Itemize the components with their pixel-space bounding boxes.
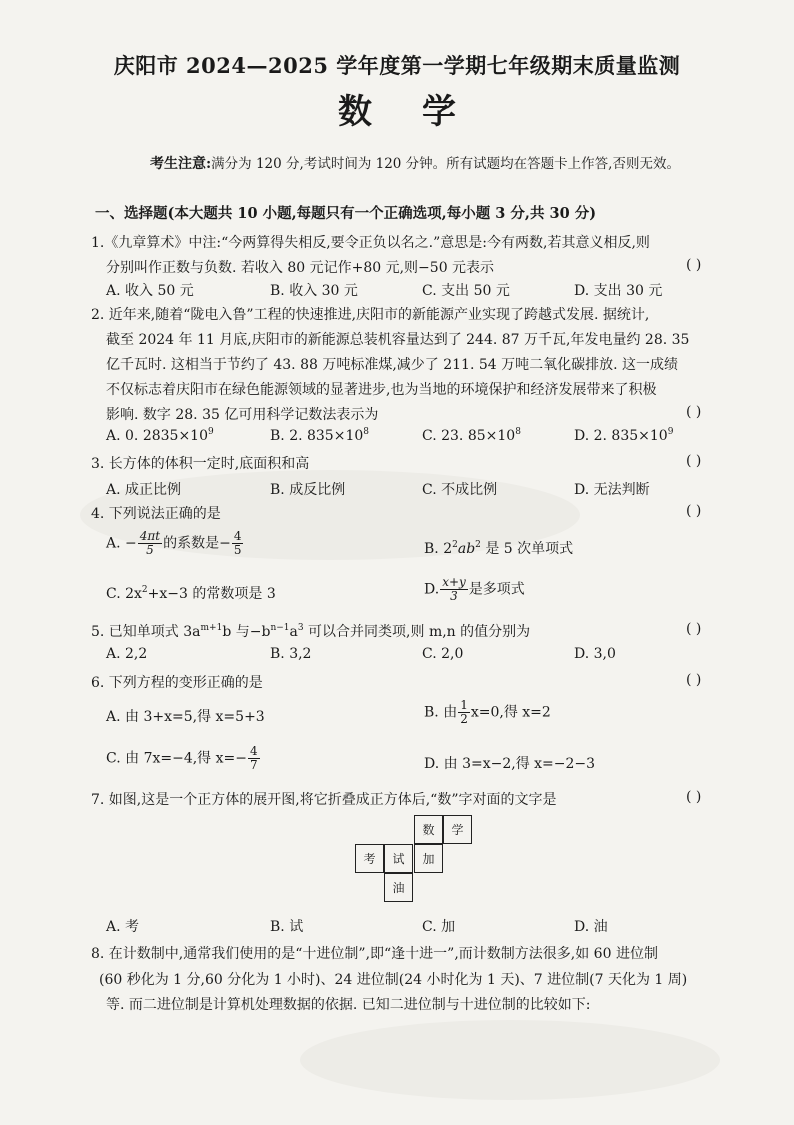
notice-label: 考生注意: bbox=[150, 156, 212, 172]
q1-line2: 分别叫作正数与负数. 若收入 80 元记作+80 元,则−50 元表示 bbox=[106, 260, 495, 276]
q2-line3: 亿千瓦时. 这相当于节约了 43. 88 万吨标准煤,减少了 211. 54 万吨二氧化碳排放. 这一成绩 bbox=[106, 357, 679, 373]
q5-option-a: A. 2,2 bbox=[106, 646, 148, 662]
q7-option-c: C. 加 bbox=[422, 919, 456, 935]
q2-line2: 截至 2024 年 11 月底,庆阳市的新能源总装机容量达到了 244. 87 万千瓦,年发电量约 28. 35 bbox=[106, 332, 690, 348]
q2-answer-paren: ( ) bbox=[686, 404, 702, 420]
net-cell-kao: 考 bbox=[355, 844, 384, 873]
q7-line1: 7. 如图,这是一个正方体的展开图,将它折叠成正方体后,“数”字对面的文字是 bbox=[91, 792, 557, 808]
q1-option-d: D. 支出 30 元 bbox=[574, 283, 663, 299]
q5-option-d: D. 3,0 bbox=[574, 646, 616, 662]
exam-notice bbox=[150, 152, 680, 173]
q1-answer-paren: ( ) bbox=[686, 257, 702, 273]
q3-option-c: C. 不成比例 bbox=[422, 482, 498, 498]
net-cell-you: 油 bbox=[384, 873, 413, 902]
q2-option-c: C. 23. $85\times 10^8$ bbox=[422, 427, 521, 444]
q7-option-a: A. 考 bbox=[106, 919, 140, 935]
q6-option-a: A. 由 3+x=5,得 x=5+3 bbox=[106, 709, 265, 725]
q4-answer-paren: ( ) bbox=[686, 503, 702, 519]
q1-line1: 1.《九章算术》中注:“今两算得失相反,要令正负以名之.”意思是:今有两数,若其意义相反,则 bbox=[91, 235, 650, 251]
q7-answer-paren: ( ) bbox=[686, 789, 702, 805]
q5-option-c: C. 2,0 bbox=[422, 646, 464, 662]
q6-option-d: D. 由 3=x−2,得 x=−2−3 bbox=[424, 756, 596, 772]
q1-option-a: A. 收入 50 元 bbox=[106, 283, 194, 299]
q7-option-b: B. 试 bbox=[270, 919, 304, 935]
subject-title: 数学 bbox=[338, 92, 506, 132]
q3-option-a: A. 成正比例 bbox=[106, 482, 182, 498]
q2-line5: 影响. 数字 28. 35 亿可用科学记数法表示为 bbox=[106, 407, 379, 423]
notice-text: 满分为 120 分,考试时间为 120 分钟。所有试题均在答题卡上作答,否则无效。 bbox=[211, 156, 680, 172]
q2-line4: 不仅标志着庆阳市在绿色能源领域的显著进步,也为当地的环境保护和经济发展带来了积极 bbox=[106, 382, 657, 398]
q2-line1: 2. 近年来,随着“陇电入鲁”工程的快速推进,庆阳市的新能源产业实现了跨越式发展. 据统计, bbox=[91, 307, 650, 323]
q4-option-b: B. $2^2ab^2$ 是 5 次单项式 bbox=[424, 540, 574, 557]
q5-option-b: B. 3,2 bbox=[270, 646, 312, 662]
q8-line2: (60 秒化为 1 分,60 分化为 1 小时)、24 进位制(24 小时化为 1 天)、7 进位制(7 天化为 1 周) bbox=[99, 972, 688, 988]
q3-option-b: B. 成反比例 bbox=[270, 482, 346, 498]
q3-line1: 3. 长方体的体积一定时,底面积和高 bbox=[91, 456, 310, 472]
q6-line1: 6. 下列方程的变形正确的是 bbox=[91, 675, 263, 691]
q2-option-b: B. 2. $835\times 10^8$ bbox=[270, 427, 369, 444]
q1-option-b: B. 收入 30 元 bbox=[270, 283, 358, 299]
q8-line1: 8. 在计数制中,通常我们使用的是“十进位制”,即“逢十进一”,而计数制方法很多,如 60 进位制 bbox=[91, 946, 658, 962]
q2-option-a: A. 0. $2835\times 10^9$ bbox=[106, 427, 214, 444]
exam-title: 庆阳市 2024—2025 学年度第一学期七年级期末质量监测 bbox=[113, 53, 681, 78]
q4-option-c: C. $2x^2+x-3$ 的常数项是 3 bbox=[106, 585, 276, 602]
q8-line3: 等. 而二进位制是计算机处理数据的依据. 已知二进位制与十进位制的比较如下: bbox=[106, 997, 591, 1013]
net-cell-jia: 加 bbox=[414, 844, 443, 873]
q1-option-c: C. 支出 50 元 bbox=[422, 283, 510, 299]
q5-line1: 5. 已知单项式 $3a^{m+1}b$ 与$-b^{n-1}a^3$ 可以合并同类项,则 m,n 的值分别为 bbox=[91, 623, 531, 640]
q2-option-d: D. 2. $835\times 10^9$ bbox=[574, 427, 674, 444]
q6-option-c: C. 由 7x=−4,得 x=− $\frac{4}{7}$ bbox=[106, 744, 258, 772]
q6-answer-paren: ( ) bbox=[686, 672, 702, 688]
q6-option-b: B. 由 $\frac{1}{2}$ x=0,得 x=2 bbox=[424, 698, 551, 726]
q4-line1: 4. 下列说法正确的是 bbox=[91, 506, 221, 522]
q3-option-d: D. 无法判断 bbox=[574, 482, 650, 498]
net-cell-shi: 试 bbox=[384, 844, 413, 873]
q3-answer-paren: ( ) bbox=[686, 453, 702, 469]
section-1-heading: 一、选择题(本大题共 10 小题,每题只有一个正确选项,每小题 3 分,共 30 分) bbox=[95, 205, 597, 222]
q7-option-d: D. 油 bbox=[574, 919, 608, 935]
q5-answer-paren: ( ) bbox=[686, 621, 702, 637]
net-cell-xue: 学 bbox=[443, 815, 472, 844]
net-cell-shu: 数 bbox=[414, 815, 443, 844]
q4-option-a: A. − $\frac{4\pi t}{5}$ 的系数是− $\frac{4}{5}$ bbox=[106, 529, 242, 557]
q4-option-d: D. $\frac{x+y}{3}$ 是多项式 bbox=[424, 575, 525, 603]
